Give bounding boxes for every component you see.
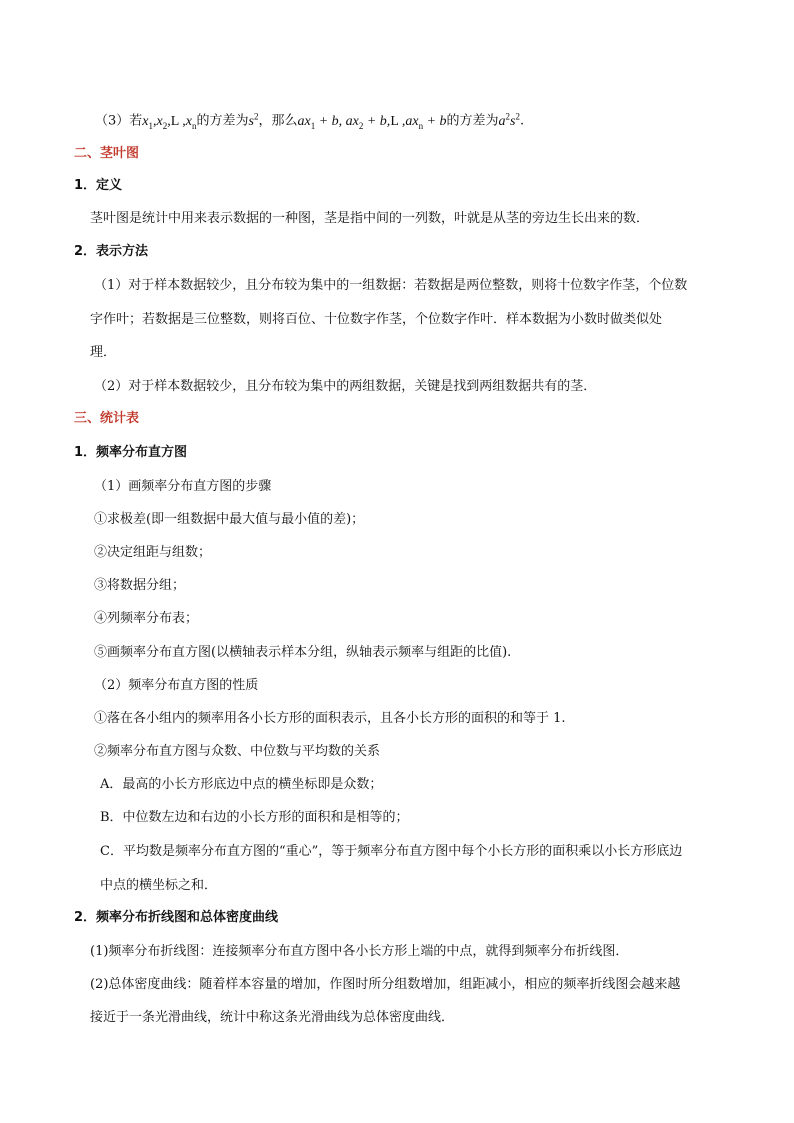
text-fragment: 的方差为: [196, 113, 249, 129]
subheading-representation: 2．表示方法: [74, 244, 149, 259]
text-fragment: ，那么: [258, 113, 298, 129]
text-fragment: .: [520, 113, 525, 129]
paragraph-line: (2)总体密度曲线：随着样本容量的增加，作图时所分组数增加，组距减小，相应的频率折线图会越来越: [90, 977, 681, 992]
paragraph-line: 接近于一条光滑曲线，统计中称这条光滑曲线为总体密度曲线．: [90, 1010, 455, 1025]
list-item: 中点的横坐标之和．: [100, 878, 218, 893]
paragraph-line: （2）对于样本数据较少，且分布较为集中的两组数据，关键是找到两组数据共有的茎．: [94, 379, 597, 394]
paragraph-line: （1）画频率分布直方图的步骤: [94, 479, 272, 494]
text-fragment: 的方差为: [446, 113, 499, 129]
section-title-stem-leaf: 二、茎叶图: [74, 146, 140, 161]
section-title-stat-table: 三、统计表: [74, 411, 140, 426]
formula-xs: $x_1,x_2,L$ $,x_n$: [142, 113, 197, 131]
list-item: ②决定组距与组数；: [94, 545, 212, 560]
list-item: ⑤画频率分布直方图(以横轴表示样本分组，纵轴表示频率与组距的比值).: [94, 645, 512, 660]
formula-a2s2: $a^2s^2$: [498, 111, 520, 129]
list-item: C．平均数是频率分布直方图的“重心”，等于频率分布直方图中每个小长方形的面积乘以小长方形底边: [100, 844, 683, 859]
paragraph-line: 字作叶；若数据是三位整数，则将百位、十位数字作茎，个位数字作叶．样本数据为小数时做类似处: [90, 312, 663, 327]
list-item: ②频率分布直方图与众数、中位数与平均数的关系: [94, 744, 381, 759]
variance-property-line: [95, 106, 524, 135]
paragraph-line: (1)频率分布折线图：连接频率分布直方图中各小长方形上端的中点，就得到频率分布折线图．: [90, 944, 629, 959]
subheading-definition: 1．定义: [74, 178, 123, 193]
paragraph-line: （1）对于样本数据较少，且分布较为集中的一组数据：若数据是两位整数，则将十位数字作茎，个位数: [94, 278, 688, 293]
formula-transformed: $ax_1 + b$, $ax_2 + b,L$ $,ax_n + b$: [297, 113, 447, 131]
list-item: A．最高的小长方形底边中点的横坐标即是众数；: [100, 777, 383, 792]
paragraph-line: （2）频率分布直方图的性质: [94, 678, 259, 693]
list-item: ①落在各小组内的频率用各小长方形的面积表示，且各小长方形的面积的和等于 1.: [94, 711, 566, 726]
list-item: ④列频率分布表；: [94, 611, 199, 626]
subheading-polygon-density: 2．频率分布折线图和总体密度曲线: [74, 910, 279, 925]
item-label: （3）若: [95, 113, 143, 129]
list-item: B．中位数左边和右边的小长方形的面积和是相等的；: [100, 810, 409, 825]
subheading-histogram: 1．频率分布直方图: [74, 445, 188, 460]
list-item: ①求极差(即一组数据中最大值与最小值的差)；: [94, 512, 365, 527]
formula-s-squared: $s^2$: [248, 111, 259, 129]
paragraph-line: 理．: [90, 345, 117, 360]
list-item: ③将数据分组；: [94, 578, 186, 593]
paragraph-definition: 茎叶图是统计中用来表示数据的一种图，茎是指中间的一列数，叶就是从茎的旁边生长出来的数．: [90, 211, 650, 226]
